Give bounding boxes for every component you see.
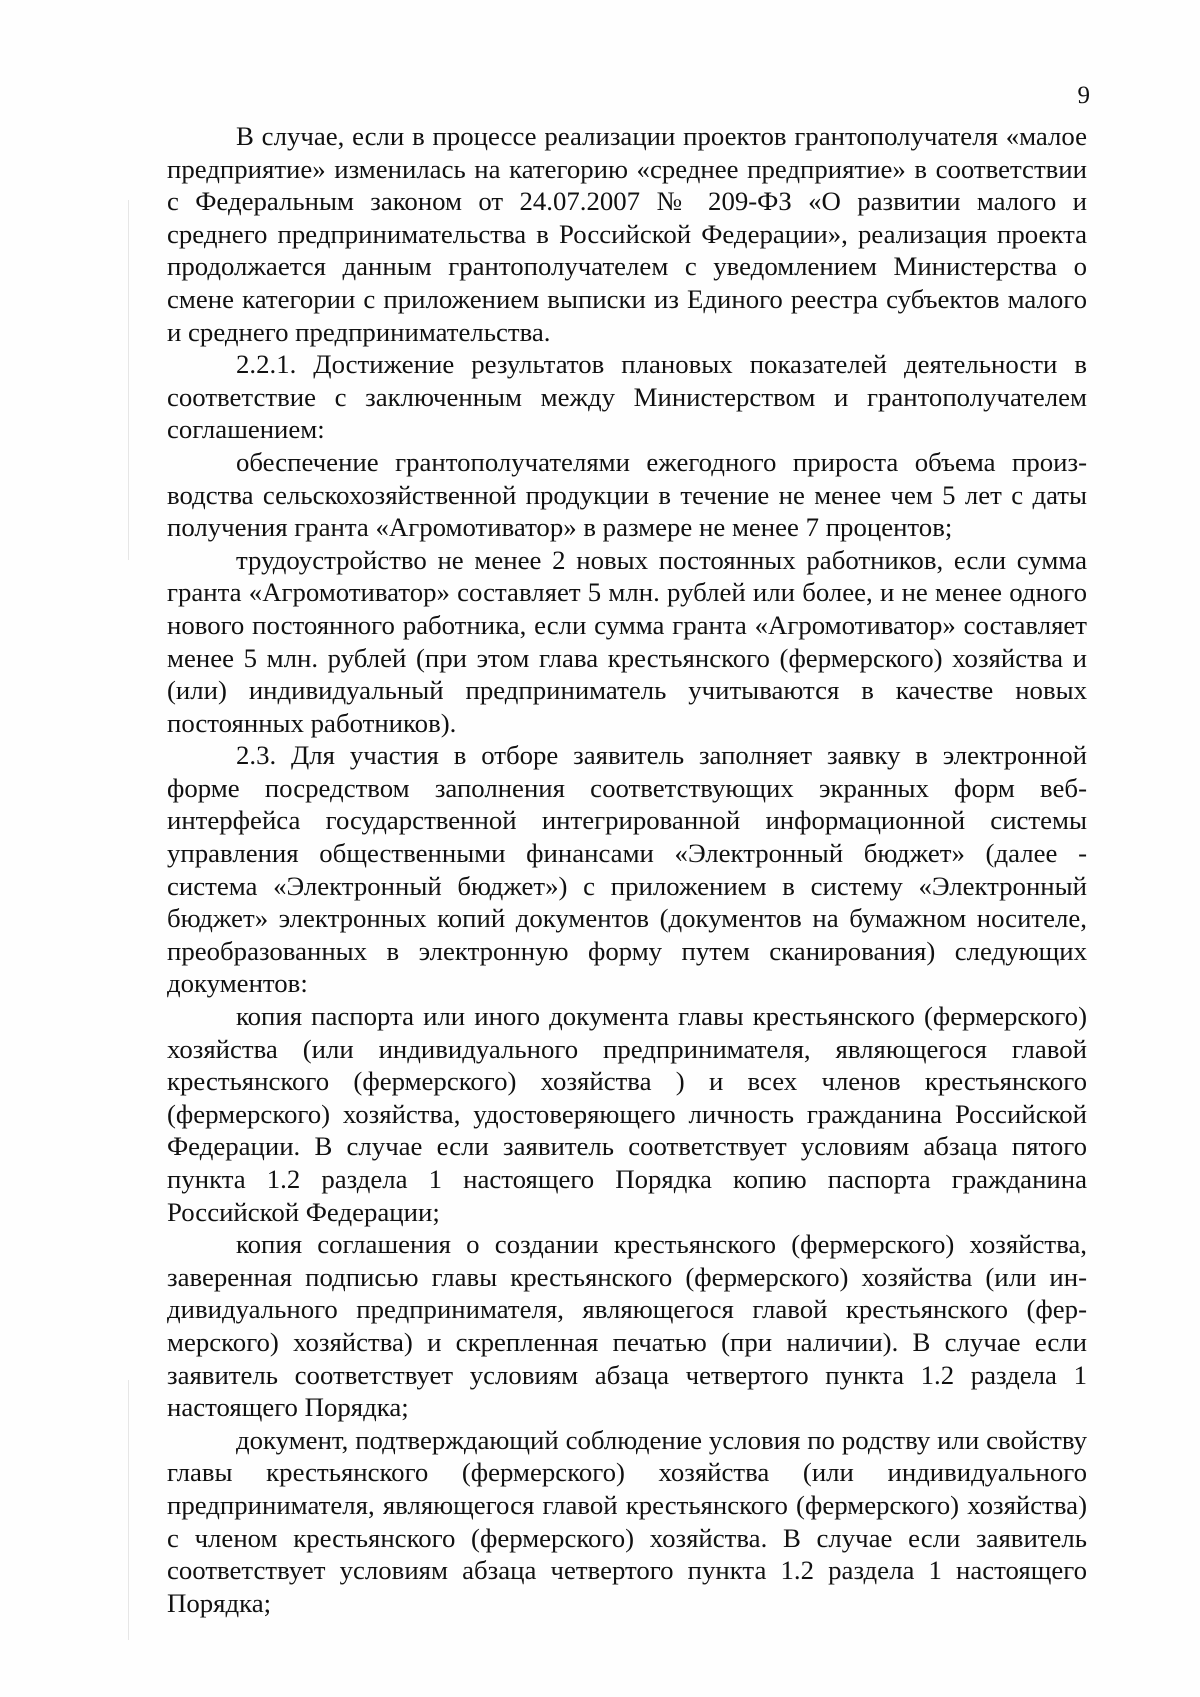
paragraph-agreement-copy: копия соглашения о создании крестьянского (фермерского) хозяйства, заверенная подписью главы крестьянского (фермерского) хозяйства (или индивидуального предпринимателя, являющегося главой крестьянского (фермерского) хозяйства) и скрепленная печатью (при наличии). В случае если заявитель соответствует условиям абзаца четвертого пункта 1.2 раздела 1 настоящего Порядка; — [167, 1229, 1087, 1423]
paragraph-2-3: 2.3. Для участия в отборе заявитель заполняет заявку в электронной форме посредством заполнения соответствующих экранных форм веб-интерфейса государственной интегрированной информационной системы управления общественными финансами «Электронный бюджет» (далее - система «Электронный бюджет») с приложением в систему «Электронный бюджет» электронных копий документов (документов на бумажном носителе, преобразованных в электронную форму путем сканирования) следующих документов: — [167, 740, 1087, 999]
paragraph-2-2-1: 2.2.1. Достижение результатов плановых показателей деятельности в соответствие с заключенным между Министерством и грантополучателем соглашением: — [167, 349, 1087, 445]
page-number: 9 — [1077, 82, 1090, 109]
scan-edge-mark — [128, 200, 129, 560]
paragraph-passport-copy: копия паспорта или иного документа главы крестьянского (фермерского) хозяйства (или индивидуального предпринимателя, являющегося главой крестьянского (фермерского) хозяйства ) и всех членов крестьянского (фермерского) хозяйства, удостоверяющего личность гражданина Российской Федерации. В случае если заявитель соответствует условиям абзаца пятого пункта 1.2 раздела 1 настоящего Порядка копию паспорта гражданина Российской Федерации; — [167, 1001, 1087, 1227]
document-body — [167, 120, 1087, 1619]
scan-edge-mark — [128, 1380, 129, 1640]
paragraph-production-growth: обеспечение грантополучателями ежегодного прироста объема производства сельскохозяйственной продукции в течение не менее чем 5 лет с даты получения гранта «Агромотиватор» в размере не менее 7 процентов; — [167, 446, 1087, 543]
paragraph-category-change: В случае, если в процессе реализации проектов грантополучателя «малое предприятие» изменилась на категорию «среднее предприятие» в соответствии с Федеральным законом от 24.07.2007 № 209-ФЗ «О развитии малого и среднего предпринимательства в Российской Федерации», реализация проекта продолжается данным грантополучателем с уведомлением Министерства о смене категории с приложением выписки из Единого реестра субъектов малого и среднего предпринимательства. — [167, 121, 1087, 347]
paragraph-employment: трудоустройство не менее 2 новых постоянных работников, если сумма гранта «Агромотиватор» составляет 5 млн. рублей или более, и не менее одного нового постоянного работника, если сумма гранта «Агромотиватор» составляет менее 5 млн. рублей (при этом глава крестьянского (фермерского) хозяйства и (или) индивидуальный предприниматель учитываются в качестве новых постоянных работников). — [167, 544, 1087, 738]
paragraph-kinship-document: документ, подтверждающий соблюдение условия по родству или свойству главы крестьянского (фермерского) хозяйства (или индивидуального предпринимателя, являющегося главой крестьянского (фермерского) хозяйства) с членом крестьянского (фермерского) хозяйства. В случае если заявитель соответствует условиям абзаца четвертого пункта 1.2 раздела 1 настоящего Порядка; — [167, 1424, 1087, 1618]
